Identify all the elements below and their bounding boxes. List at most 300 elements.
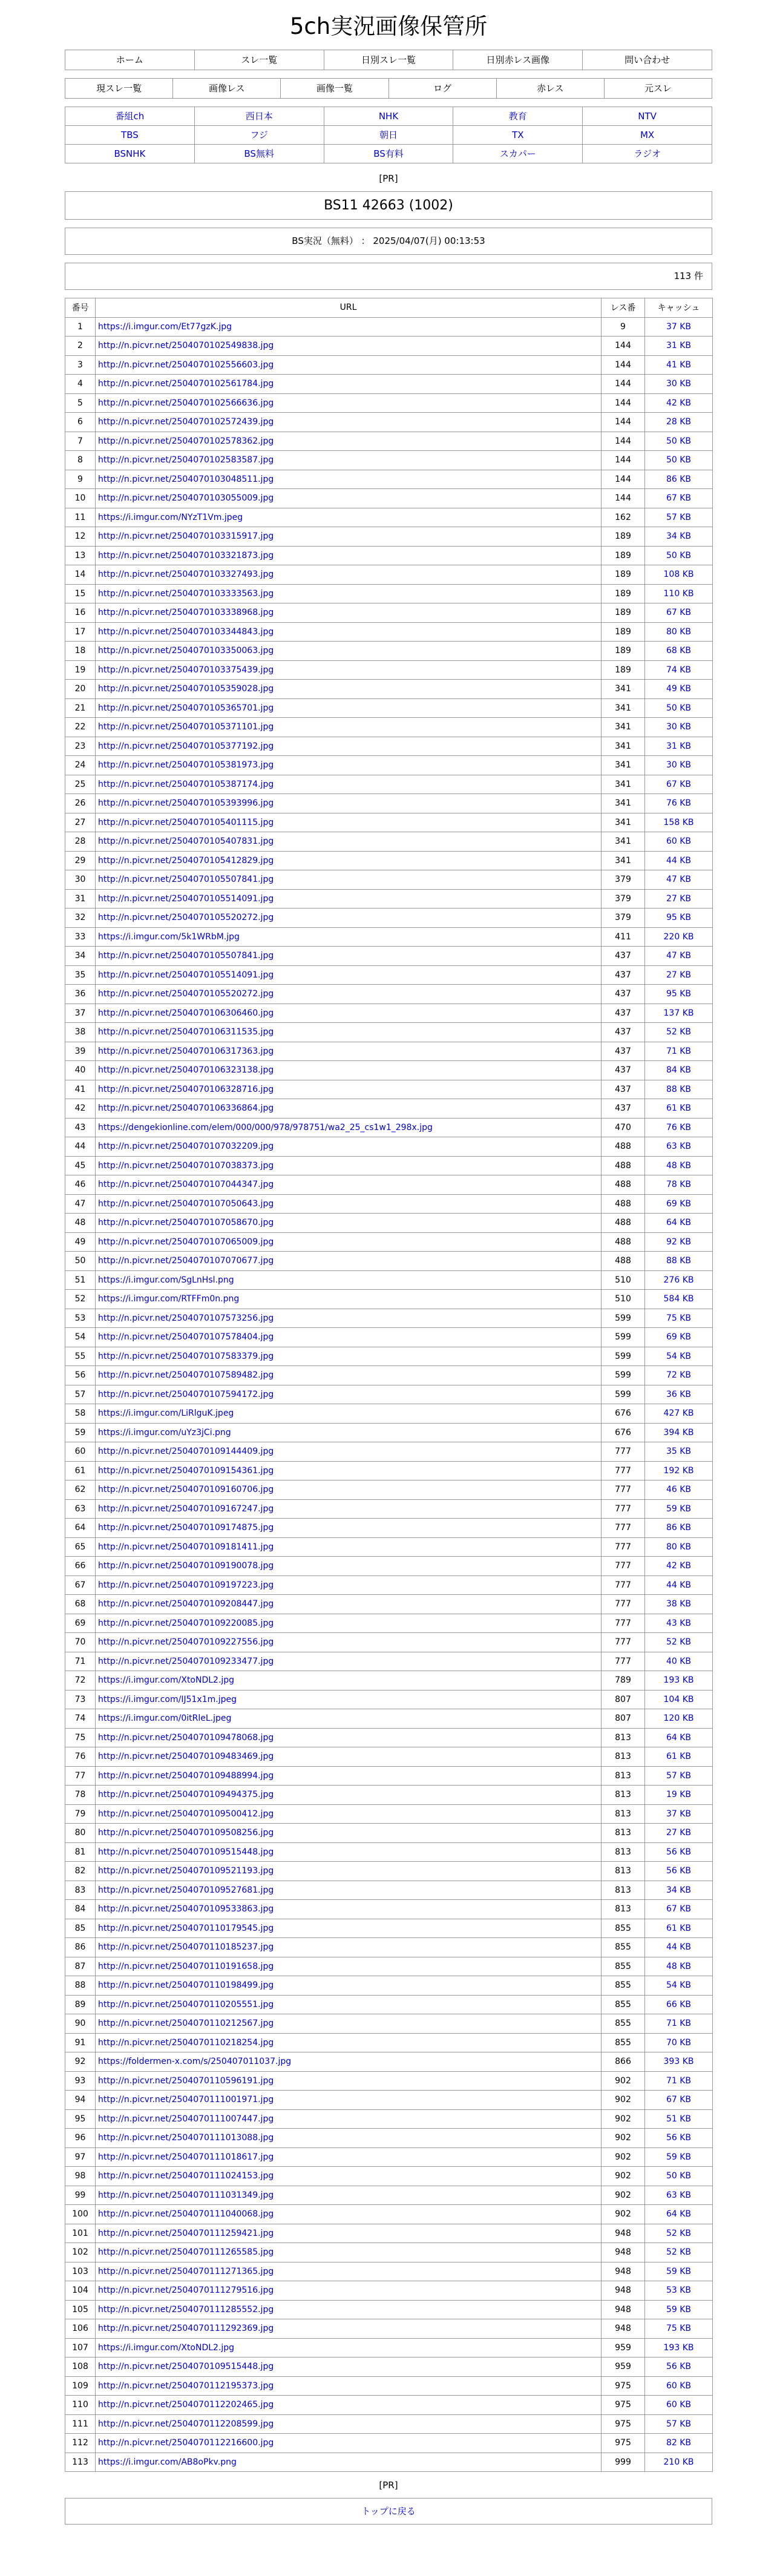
image-url-link[interactable]: http://n.picvr.net/2504070109144409.jpg [98,1447,274,1457]
image-url-link[interactable]: http://n.picvr.net/2504070109220085.jpg [98,1618,274,1628]
cache-link[interactable]: 104 KB [663,1694,694,1704]
image-url-link[interactable]: http://n.picvr.net/2504070102566636.jpg [98,398,274,408]
image-url-link[interactable]: http://n.picvr.net/2504070107573256.jpg [98,1313,274,1323]
image-url-link[interactable]: https://i.imgur.com/0itRleL.jpeg [98,1714,232,1724]
image-url-link[interactable]: https://i.imgur.com/SgLnHsl.png [98,1275,234,1285]
image-url-link[interactable]: https://i.imgur.com/XtoNDL2.jpg [98,1675,235,1686]
image-url-link[interactable]: http://n.picvr.net/2504070106306460.jpg [98,1008,274,1018]
cache-link[interactable]: 35 KB [666,1447,692,1457]
cache-link[interactable]: 27 KB [666,970,692,980]
cache-link[interactable]: 27 KB [666,1828,692,1838]
row-url-cell [96,565,602,585]
cache-link[interactable]: 44 KB [666,1942,692,1953]
board-bsnhk[interactable]: BSNHK [65,145,195,163]
cache-link[interactable]: 28 KB [666,417,692,427]
board-bs-free[interactable]: BS無料 [195,145,324,163]
image-url-link[interactable]: http://n.picvr.net/2504070105507841.jpg [98,875,274,885]
cache-link[interactable]: 50 KB [666,550,692,560]
cache-link[interactable]: 56 KB [666,2362,692,2372]
cache-link[interactable]: 50 KB [666,703,692,713]
cache-link[interactable]: 61 KB [666,1923,692,1933]
cache-link[interactable]: 61 KB [666,1103,692,1114]
cache-link[interactable]: 158 KB [663,817,694,827]
row-url-cell [96,2167,602,2186]
image-url-link[interactable]: http://n.picvr.net/2504070105371101.jpg [98,722,274,732]
cache-link[interactable]: 30 KB [666,722,692,732]
board-tbs[interactable]: TBS [65,126,195,145]
table-row [65,1576,713,1595]
image-url-link[interactable]: http://n.picvr.net/2504070106317363.jpg [98,1046,274,1056]
cache-link[interactable]: 50 KB [666,2171,692,2181]
image-url-link[interactable]: http://n.picvr.net/2504070107038373.jpg [98,1160,274,1171]
image-url-link[interactable]: http://n.picvr.net/2504070110198499.jpg [98,1980,274,1991]
cache-link[interactable]: 46 KB [666,1485,692,1495]
image-url-link[interactable]: http://n.picvr.net/2504070102549838.jpg [98,341,274,351]
row-res-number: 813 [602,1824,645,1843]
image-url-link[interactable]: https://i.imgur.com/XtoNDL2.jpg [98,2342,235,2353]
image-url-link[interactable]: http://n.picvr.net/2504070109483469.jpg [98,1752,274,1762]
image-url-link[interactable]: http://n.picvr.net/2504070109190078.jpg [98,1561,274,1571]
cache-link[interactable]: 95 KB [666,989,692,999]
image-url-link[interactable]: http://n.picvr.net/2504070105365701.jpg [98,703,274,713]
nav-daily-red-images[interactable]: 日別赤レス画像 [453,50,583,70]
board-bs-paid[interactable]: BS有料 [324,145,454,163]
image-url-link[interactable]: https://i.imgur.com/AB8oPkv.png [98,2457,237,2467]
image-url-link[interactable]: http://n.picvr.net/2504070105514091.jpg [98,970,274,980]
board-bangumi[interactable]: 番組ch [65,107,195,126]
image-url-link[interactable]: http://n.picvr.net/2504070110205551.jpg [98,1999,274,2009]
image-url-link[interactable]: http://n.picvr.net/2504070105514091.jpg [98,893,274,904]
cache-link[interactable]: 76 KB [666,798,692,809]
row-number: 77 [65,1766,96,1786]
cache-link[interactable]: 54 KB [666,1980,692,1991]
row-cache-cell [645,603,713,623]
cache-link[interactable]: 57 KB [666,512,692,522]
cache-link[interactable]: 192 KB [663,1465,694,1476]
cache-link[interactable]: 60 KB [666,2400,692,2410]
image-url-link[interactable]: http://n.picvr.net/2504070102572439.jpg [98,417,274,427]
cache-link[interactable]: 86 KB [666,474,692,484]
cache-link[interactable]: 69 KB [666,1198,692,1209]
image-url-link[interactable]: http://n.picvr.net/2504070103375439.jpg [98,665,274,675]
board-nhk[interactable]: NHK [324,107,454,126]
cache-link[interactable]: 68 KB [666,646,692,656]
cache-link[interactable]: 71 KB [666,2075,692,2086]
cache-link[interactable]: 64 KB [666,1218,692,1228]
cache-link[interactable]: 52 KB [666,2247,692,2258]
image-url-link[interactable]: http://n.picvr.net/2504070109508256.jpg [98,1828,274,1838]
cache-link[interactable]: 56 KB [666,1847,692,1857]
image-url-link[interactable]: http://n.picvr.net/2504070105507841.jpg [98,951,274,961]
image-url-link[interactable]: http://n.picvr.net/2504070112195373.jpg [98,2380,274,2391]
image-url-link[interactable]: http://n.picvr.net/2504070109154361.jpg [98,1465,274,1476]
image-url-link[interactable]: http://n.picvr.net/2504070111040068.jpg [98,2209,274,2220]
cache-link[interactable]: 31 KB [666,341,692,351]
image-url-link[interactable]: http://n.picvr.net/2504070110218254.jpg [98,2037,274,2048]
image-url-link[interactable]: http://n.picvr.net/2504070110191658.jpg [98,1961,274,1971]
cache-link[interactable]: 75 KB [666,1313,692,1323]
cache-link[interactable]: 56 KB [666,1866,692,1876]
image-url-link[interactable]: http://n.picvr.net/2504070105520272.jpg [98,913,274,923]
cache-link[interactable]: 43 KB [666,1618,692,1628]
cache-link[interactable]: 44 KB [666,855,692,866]
cache-link[interactable]: 41 KB [666,360,692,370]
image-url-link[interactable]: http://n.picvr.net/2504070111259421.jpg [98,2228,274,2238]
cache-link[interactable]: 71 KB [666,2019,692,2029]
row-number: 95 [65,2109,96,2129]
cache-link[interactable]: 59 KB [666,1503,692,1514]
row-cache-cell [645,2052,713,2072]
cache-link[interactable]: 44 KB [666,1580,692,1590]
row-number: 9 [65,470,96,489]
cache-link[interactable]: 37 KB [666,321,692,332]
image-url-link[interactable]: http://n.picvr.net/2504070102561784.jpg [98,379,274,389]
image-url-link[interactable]: http://n.picvr.net/2504070112216600.jpg [98,2438,274,2448]
cache-link[interactable]: 69 KB [666,1332,692,1342]
image-url-link[interactable]: http://n.picvr.net/2504070110212567.jpg [98,2019,274,2029]
cache-link[interactable]: 210 KB [663,2457,694,2467]
image-url-link[interactable]: http://n.picvr.net/2504070111271365.jpg [98,2266,274,2276]
image-url-link[interactable]: http://n.picvr.net/2504070111265585.jpg [98,2247,274,2258]
table-row [65,1614,713,1633]
image-url-link[interactable]: http://n.picvr.net/2504070107594172.jpg [98,1389,274,1399]
image-url-link[interactable]: http://n.picvr.net/2504070107032209.jpg [98,1142,274,1152]
cache-link[interactable]: 63 KB [666,2190,692,2200]
cache-link[interactable]: 30 KB [666,379,692,389]
row-number: 58 [65,1404,96,1424]
image-url-link[interactable]: http://n.picvr.net/2504070102578362.jpg [98,436,274,446]
cache-link[interactable]: 67 KB [666,1904,692,1914]
image-url-link[interactable]: http://n.picvr.net/2504070107044347.jpg [98,1180,274,1190]
cache-link[interactable]: 63 KB [666,1142,692,1152]
cache-link[interactable]: 34 KB [666,531,692,542]
cache-link[interactable]: 42 KB [666,1561,692,1571]
cache-link[interactable]: 48 KB [666,1961,692,1971]
row-res-number: 341 [602,813,645,832]
image-url-link[interactable]: http://n.picvr.net/2504070111279516.jpg [98,2285,274,2296]
row-url-cell [96,1766,602,1786]
table-row [65,1690,713,1709]
image-url-link[interactable]: http://n.picvr.net/2504070103327493.jpg [98,570,274,580]
table-row [65,2434,713,2453]
cache-link[interactable]: 48 KB [666,1160,692,1171]
image-url-link[interactable]: http://n.picvr.net/2504070111013088.jpg [98,2133,274,2143]
image-url-link[interactable]: http://n.picvr.net/2504070112208599.jpg [98,2419,274,2429]
image-url-link[interactable]: http://n.picvr.net/2504070105387174.jpg [98,779,274,789]
cache-link[interactable]: 110 KB [663,588,694,599]
image-url-link[interactable]: http://n.picvr.net/2504070103344843.jpg [98,626,274,637]
nav-home[interactable]: ホーム [65,50,195,70]
cache-link[interactable]: 427 KB [663,1408,694,1419]
image-url-link[interactable]: http://n.picvr.net/2504070109488994.jpg [98,1770,274,1781]
row-url-cell [96,737,602,756]
table-row [65,1671,713,1690]
image-url-link[interactable]: http://n.picvr.net/2504070110185237.jpg [98,1942,274,1953]
cache-link[interactable]: 47 KB [666,875,692,885]
cache-link[interactable]: 78 KB [666,1180,692,1190]
cache-link[interactable]: 42 KB [666,398,692,408]
image-url-link[interactable]: http://n.picvr.net/2504070109533863.jpg [98,1904,274,1914]
cache-link[interactable]: 88 KB [666,1256,692,1266]
cache-link[interactable]: 584 KB [663,1294,694,1304]
nav-thread-list[interactable]: スレ一覧 [195,50,324,70]
cache-link[interactable]: 31 KB [666,741,692,751]
cache-link[interactable]: 51 KB [666,2114,692,2124]
image-url-link[interactable]: https://i.imgur.com/LiRlguK.jpeg [98,1408,234,1419]
row-url-cell [96,1938,602,1957]
image-url-link[interactable]: http://n.picvr.net/2504070111031349.jpg [98,2190,274,2200]
image-url-link[interactable]: https://i.imgur.com/NYzT1Vm.jpeg [98,512,243,522]
image-url-link[interactable]: http://n.picvr.net/2504070103315917.jpg [98,531,274,542]
cache-link[interactable]: 50 KB [666,436,692,446]
row-number: 94 [65,2091,96,2110]
image-url-link[interactable]: http://n.picvr.net/2504070105377192.jpg [98,741,274,751]
row-number: 54 [65,1328,96,1347]
cache-link[interactable]: 393 KB [663,2057,694,2067]
cache-link[interactable]: 38 KB [666,1599,692,1609]
image-url-link[interactable]: http://n.picvr.net/2504070102556603.jpg [98,360,274,370]
image-url-link[interactable]: http://n.picvr.net/2504070105393996.jpg [98,798,274,809]
row-url-cell [96,832,602,852]
cache-link[interactable]: 49 KB [666,684,692,694]
cache-link[interactable]: 71 KB [666,1046,692,1056]
cache-link[interactable]: 56 KB [666,2133,692,2143]
cache-link[interactable]: 40 KB [666,1656,692,1666]
cache-link[interactable]: 67 KB [666,2095,692,2105]
row-res-number: 866 [602,2052,645,2072]
image-url-link[interactable]: https://i.imgur.com/5k1WRbM.jpg [98,932,240,942]
image-url-link[interactable]: http://n.picvr.net/2504070109227556.jpg [98,1637,274,1648]
row-cache-cell [645,1080,713,1099]
back-to-top-link[interactable]: トップに戻る [65,2498,712,2525]
nav-original-thread[interactable]: 元スレ [605,79,712,99]
cache-link[interactable]: 52 KB [666,1027,692,1037]
table-row [65,1042,713,1061]
image-url-link[interactable]: http://n.picvr.net/2504070102583587.jpg [98,455,274,465]
image-url-link[interactable]: http://n.picvr.net/2504070107065009.jpg [98,1237,274,1247]
image-url-link[interactable]: http://n.picvr.net/2504070111285552.jpg [98,2304,274,2315]
cache-link[interactable]: 95 KB [666,913,692,923]
nav-current-threads[interactable]: 現スレ一覧 [65,79,173,99]
cache-link[interactable]: 70 KB [666,2037,692,2048]
image-url-link[interactable]: http://n.picvr.net/2504070106311535.jpg [98,1027,274,1037]
image-url-link[interactable]: http://n.picvr.net/2504070109181411.jpg [98,1542,274,1552]
image-url-link[interactable]: http://n.picvr.net/2504070109167247.jpg [98,1503,274,1514]
row-number: 24 [65,756,96,775]
image-url-link[interactable]: http://n.picvr.net/2504070112202465.jpg [98,2400,274,2410]
cache-link[interactable]: 52 KB [666,1637,692,1648]
image-url-link[interactable]: http://n.picvr.net/2504070109197223.jpg [98,1580,274,1590]
cache-link[interactable]: 108 KB [663,570,694,580]
cache-link[interactable]: 220 KB [663,932,694,942]
row-number: 68 [65,1595,96,1614]
row-url-cell [96,451,602,470]
nav-contact[interactable]: 問い合わせ [583,50,712,70]
image-url-link[interactable]: https://i.imgur.com/RTFFm0n.png [98,1294,240,1304]
cache-link[interactable]: 64 KB [666,1732,692,1743]
cache-link[interactable]: 193 KB [663,1675,694,1686]
image-url-link[interactable]: http://n.picvr.net/2504070109160706.jpg [98,1485,274,1495]
cache-link[interactable]: 37 KB [666,1809,692,1819]
board-fuji[interactable]: フジ [195,126,324,145]
image-url-link[interactable]: http://n.picvr.net/2504070105381973.jpg [98,760,274,770]
cache-link[interactable]: 47 KB [666,951,692,961]
image-url-link[interactable]: https://foldermen-x.com/s/250407011037.jpg [98,2057,292,2067]
cache-link[interactable]: 74 KB [666,665,692,675]
cache-link[interactable]: 36 KB [666,1389,692,1399]
image-url-link[interactable]: http://n.picvr.net/2504070109208447.jpg [98,1599,274,1609]
image-url-link[interactable]: http://n.picvr.net/2504070103338968.jpg [98,608,274,618]
image-url-link[interactable]: https://i.imgur.com/IJ51x1m.jpeg [98,1694,237,1704]
image-url-link[interactable]: http://n.picvr.net/2504070105412829.jpg [98,855,274,866]
image-url-link[interactable]: http://n.picvr.net/2504070107050643.jpg [98,1198,274,1209]
cache-link[interactable]: 50 KB [666,455,692,465]
cache-link[interactable]: 72 KB [666,1370,692,1381]
image-url-link[interactable]: http://n.picvr.net/2504070111018617.jpg [98,2152,274,2162]
board-mx[interactable]: MX [583,126,712,145]
image-url-link[interactable]: http://n.picvr.net/2504070109515448.jpg [98,2362,274,2372]
cache-link[interactable]: 80 KB [666,626,692,637]
row-cache-cell [645,1366,713,1385]
cache-link[interactable]: 76 KB [666,1122,692,1132]
cache-link[interactable]: 137 KB [663,1008,694,1018]
row-number: 109 [65,2376,96,2396]
row-url-cell [96,680,602,699]
row-cache-cell [645,2358,713,2377]
image-url-link[interactable]: http://n.picvr.net/2504070109478068.jpg [98,1732,274,1743]
cache-link[interactable]: 88 KB [666,1084,692,1094]
row-cache-cell [645,1576,713,1595]
board-kyouiku[interactable]: 教育 [453,107,583,126]
image-url-link[interactable]: https://i.imgur.com/uYz3jCi.png [98,1427,231,1438]
image-url-link[interactable]: http://n.picvr.net/2504070109174875.jpg [98,1523,274,1533]
image-url-link[interactable]: http://n.picvr.net/2504070111024153.jpg [98,2171,274,2181]
board-asahi[interactable]: 朝日 [324,126,454,145]
nav-daily-thread-list[interactable]: 日別スレ一覧 [324,50,454,70]
image-url-link[interactable]: http://n.picvr.net/2504070106323138.jpg [98,1065,274,1076]
cache-link[interactable]: 59 KB [666,2152,692,2162]
row-number: 35 [65,965,96,985]
cache-link[interactable]: 60 KB [666,836,692,847]
board-ntv[interactable]: NTV [583,107,712,126]
row-res-number: 144 [602,337,645,356]
cache-link[interactable]: 27 KB [666,893,692,904]
cache-link[interactable]: 84 KB [666,1065,692,1076]
image-url-link[interactable]: https://i.imgur.com/Et77gzK.jpg [98,321,232,332]
image-url-link[interactable]: http://n.picvr.net/2504070109500412.jpg [98,1809,274,1819]
image-url-link[interactable]: https://dengekionline.com/elem/000/000/978/978751/wa2_25_cs1w1_298x.jpg [98,1122,433,1132]
cache-link[interactable]: 394 KB [663,1427,694,1438]
row-cache-cell [645,1633,713,1652]
nav-log[interactable]: ログ [389,79,497,99]
row-cache-cell [645,1709,713,1729]
cache-link[interactable]: 52 KB [666,2228,692,2238]
cache-link[interactable]: 64 KB [666,2209,692,2220]
image-url-link[interactable]: http://n.picvr.net/2504070107058670.jpg [98,1218,274,1228]
image-url-link[interactable]: http://n.picvr.net/2504070103333563.jpg [98,588,274,599]
cache-link[interactable]: 67 KB [666,493,692,504]
cache-link[interactable]: 92 KB [666,1237,692,1247]
image-url-link[interactable]: http://n.picvr.net/2504070107583379.jpg [98,1351,274,1361]
row-number: 38 [65,1023,96,1042]
image-url-link[interactable]: http://n.picvr.net/2504070107589482.jpg [98,1370,274,1381]
board-radio[interactable]: ラジオ [583,145,712,163]
row-cache-cell [645,1290,713,1309]
cache-link[interactable]: 54 KB [666,1351,692,1361]
table-row [65,2033,713,2052]
image-url-link[interactable]: http://n.picvr.net/2504070110596191.jpg [98,2075,274,2086]
cache-link[interactable]: 67 KB [666,779,692,789]
image-url-link[interactable]: http://n.picvr.net/2504070109515448.jpg [98,1847,274,1857]
image-url-link[interactable]: http://n.picvr.net/2504070103321873.jpg [98,550,274,560]
image-url-link[interactable]: http://n.picvr.net/2504070105401115.jpg [98,817,274,827]
cache-link[interactable]: 53 KB [666,2285,692,2296]
image-url-link[interactable]: http://n.picvr.net/2504070110179545.jpg [98,1923,274,1933]
image-url-link[interactable]: http://n.picvr.net/2504070105359028.jpg [98,684,274,694]
image-url-link[interactable]: http://n.picvr.net/2504070107578404.jpg [98,1332,274,1342]
row-number: 8 [65,451,96,470]
row-number: 48 [65,1214,96,1233]
board-skyperfect[interactable]: スカパー [453,145,583,163]
image-url-link[interactable]: http://n.picvr.net/2504070105520272.jpg [98,989,274,999]
cache-link[interactable]: 19 KB [666,1790,692,1800]
thread-title: BS11 42663 (1002) [65,191,712,220]
nav-red-res[interactable]: 赤レス [497,79,605,99]
cache-link[interactable]: 86 KB [666,1523,692,1533]
image-url-link[interactable]: http://n.picvr.net/2504070109521193.jpg [98,1866,274,1876]
cache-link[interactable]: 30 KB [666,760,692,770]
image-url-link[interactable]: http://n.picvr.net/2504070111007447.jpg [98,2114,274,2124]
nav-image-res[interactable]: 画像レス [173,79,281,99]
cache-link[interactable]: 60 KB [666,2380,692,2391]
image-url-link[interactable]: http://n.picvr.net/2504070103350063.jpg [98,646,274,656]
cache-link[interactable]: 120 KB [663,1714,694,1724]
board-nishinihon[interactable]: 西日本 [195,107,324,126]
image-url-link[interactable]: http://n.picvr.net/2504070103048511.jpg [98,474,274,484]
cache-link[interactable]: 75 KB [666,2324,692,2334]
image-url-link[interactable]: http://n.picvr.net/2504070111292369.jpg [98,2324,274,2334]
row-res-number: 777 [602,1614,645,1633]
image-url-link[interactable]: http://n.picvr.net/2504070111001971.jpg [98,2095,274,2105]
cache-link[interactable]: 34 KB [666,1885,692,1895]
image-url-link[interactable]: http://n.picvr.net/2504070106336864.jpg [98,1103,274,1114]
nav-image-list[interactable]: 画像一覧 [281,79,388,99]
cache-link[interactable]: 61 KB [666,1752,692,1762]
row-res-number: 470 [602,1118,645,1137]
image-url-link[interactable]: http://n.picvr.net/2504070103055009.jpg [98,493,274,504]
image-url-link[interactable]: http://n.picvr.net/2504070105407831.jpg [98,836,274,847]
image-url-link[interactable]: http://n.picvr.net/2504070109494375.jpg [98,1790,274,1800]
board-tx[interactable]: TX [453,126,583,145]
cache-link[interactable]: 80 KB [666,1542,692,1552]
row-number: 29 [65,851,96,870]
cache-link[interactable]: 59 KB [666,2266,692,2276]
cache-link[interactable]: 193 KB [663,2342,694,2353]
table-row [65,2109,713,2129]
cache-link[interactable]: 276 KB [663,1275,694,1285]
image-url-link[interactable]: http://n.picvr.net/2504070109527681.jpg [98,1885,274,1895]
cache-link[interactable]: 82 KB [666,2438,692,2448]
image-url-link[interactable]: http://n.picvr.net/2504070107070677.jpg [98,1256,274,1266]
cache-link[interactable]: 57 KB [666,1770,692,1781]
image-url-link[interactable]: http://n.picvr.net/2504070106328716.jpg [98,1084,274,1094]
cache-link[interactable]: 59 KB [666,2304,692,2315]
image-url-link[interactable]: http://n.picvr.net/2504070109233477.jpg [98,1656,274,1666]
cache-link[interactable]: 57 KB [666,2419,692,2429]
row-cache-cell [645,375,713,394]
cache-link[interactable]: 67 KB [666,608,692,618]
cache-link[interactable]: 66 KB [666,1999,692,2009]
